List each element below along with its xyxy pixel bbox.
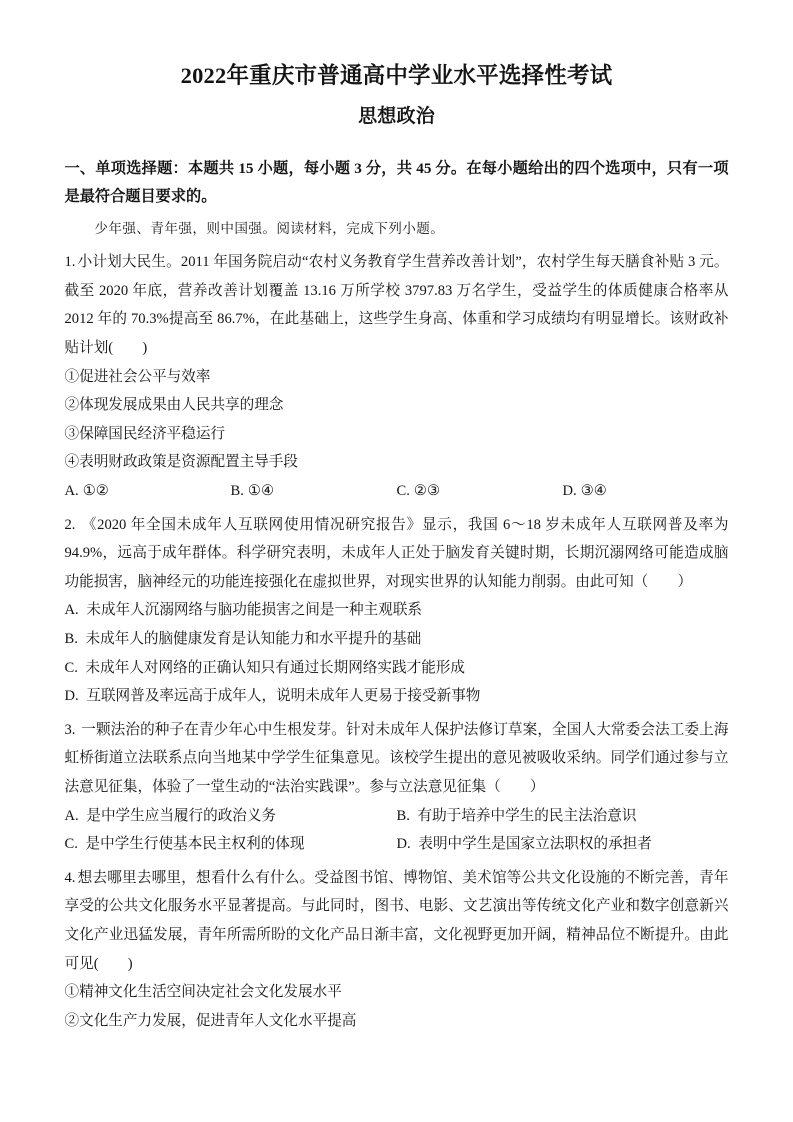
option-d[interactable] — [65, 682, 729, 711]
option-label: D. — [64, 688, 79, 705]
option-label: D. — [396, 836, 411, 853]
question-block — [65, 243, 729, 505]
statement-item: ①促进社会公平与效率 — [64, 368, 211, 385]
option-text: 表明中学生是国家立法职权的承担者 — [418, 836, 652, 853]
option-c[interactable] — [65, 830, 397, 859]
question-stem — [65, 248, 729, 362]
option-row — [65, 830, 729, 859]
question-block — [65, 859, 729, 1036]
option-label: B. — [64, 631, 78, 648]
option-text: 互联网普及率远高于成年人，说明未成年人更易于接受新事物 — [86, 688, 481, 705]
option-row — [65, 802, 729, 831]
question-block — [65, 506, 729, 711]
option-b[interactable] — [231, 477, 397, 506]
option-label: D. — [562, 483, 577, 500]
statement-item: ②体现发展成果由人民共享的理念 — [64, 397, 284, 414]
question-number: 4. — [64, 869, 76, 886]
option-row — [65, 477, 729, 506]
option-label: C. — [64, 659, 78, 676]
option-c[interactable] — [65, 654, 729, 683]
statement-item: ③保障国民经济平稳运行 — [64, 425, 226, 442]
option-label: C. — [64, 836, 78, 853]
option-text: 有助于培养中学生的民主法治意识 — [417, 807, 637, 824]
exam-body — [65, 129, 729, 1036]
option-text: 未成年人对网络的正确认知只有通过长期网络实践才能形成 — [85, 659, 465, 676]
option-text: 未成年人沉溺网络与脑功能损害之间是一种主观联系 — [86, 602, 423, 619]
option-text: 未成年人的脑健康发育是认知能力和水平提升的基础 — [85, 631, 422, 648]
question-stem-text: 《2020 年全国未成年人互联网使用情况研究报告》显示，我国 6～18 岁未成年人互联网普及率为 94.9%，远高于成年群体。科学研究表明，未成年人正处于脑发育关键时期，长期沉溺网络可能造成脑功能损害，脑神经元的功能连接强化在虚拟世界，对现实世界的认知能力削弱。由此可知（ ） — [64, 516, 729, 590]
option-label: A. — [64, 807, 79, 824]
question-number: 3. — [64, 721, 76, 738]
option-a[interactable] — [65, 477, 231, 506]
option-text: ①② — [82, 483, 109, 500]
question-stem — [65, 716, 729, 802]
option-label: C. — [396, 483, 410, 500]
question-block — [65, 711, 729, 859]
option-text: 是中学生行使基本民主权利的体现 — [85, 836, 305, 853]
option-label: B. — [230, 483, 244, 500]
question-number: 1. — [64, 254, 76, 271]
question-number: 2. — [64, 516, 76, 533]
option-a[interactable] — [65, 596, 729, 625]
option-d[interactable] — [397, 830, 729, 859]
option-b[interactable] — [397, 802, 729, 831]
question-stem — [65, 511, 729, 597]
option-text: ③④ — [580, 483, 607, 500]
statement-item: ④表明财政政策是资源配置主导手段 — [64, 454, 299, 471]
statement-item: ①精神文化生活空间决定社会文化发展水平 — [64, 984, 342, 1001]
option-c[interactable] — [397, 477, 563, 506]
option-d[interactable] — [563, 477, 729, 506]
option-label: B. — [396, 807, 410, 824]
option-text: 是中学生应当履行的政治义务 — [86, 807, 277, 824]
statement-item: ②文化生产力发展，促进青年人文化水平提高 — [64, 1012, 357, 1029]
option-b[interactable] — [65, 625, 729, 654]
question-stem-text: 小计划大民生。2011 年国务院启动“农村义务教育学生营养改善计划”，农村学生每天膳食补贴 3 元。截至 2020 年底，营养改善计划覆盖 13.16 万所学校 3797.83 万名学生，受益学生的体质健康合格率从 2012 年的 70.3%提高至 86.7%，在此基础上，这些学生身高、体重和学习成绩均有明显增长。该财政补贴计划( ) — [64, 254, 729, 357]
question-stem-text: 想去哪里去哪里，想看什么有什么。受益图书馆、博物馆、美术馆等公共文化设施的不断完善，青年享受的公共文化服务水平显著提高。与此同时，图书、电影、文艺演出等传统文化产业和数字创意新兴文化产业迅猛发展，青年所需所盼的文化产品日渐丰富，文化视野更加开阔，精神品位不断提升。由此可见( ) — [64, 869, 729, 972]
question-stem-text: 一颗法治的种子在青少年心中生根发芽。针对未成年人保护法修订草案，全国人大常委会法工委上海虹桥街道立法联系点向当地某中学学生征集意见。该校学生提出的意见被吸收采纳。同学们通过参与立法意见征集，体验了一堂生动的“法治实践课”。参与立法意见征集（ ） — [64, 721, 729, 795]
material-lead-in: 少年强、青年强，则中国强。阅读材料，完成下列小题。 — [94, 220, 445, 237]
page-title: 2022年重庆市普通高中学业水平选择性考试 — [180, 63, 613, 88]
section-heading: 一、单项选择题：本题共 15 小题，每小题 3 分，共 45 分。在每小题给出的四个选项中，只有一项是最符合题目要求的。 — [64, 159, 729, 206]
option-label: A. — [64, 483, 79, 500]
question-stem — [65, 864, 729, 978]
option-a[interactable] — [65, 802, 397, 831]
subject-title: 思想政治 — [358, 106, 435, 127]
option-label: A. — [64, 602, 79, 619]
option-text: ①④ — [247, 483, 275, 500]
option-text: ②③ — [413, 483, 441, 500]
